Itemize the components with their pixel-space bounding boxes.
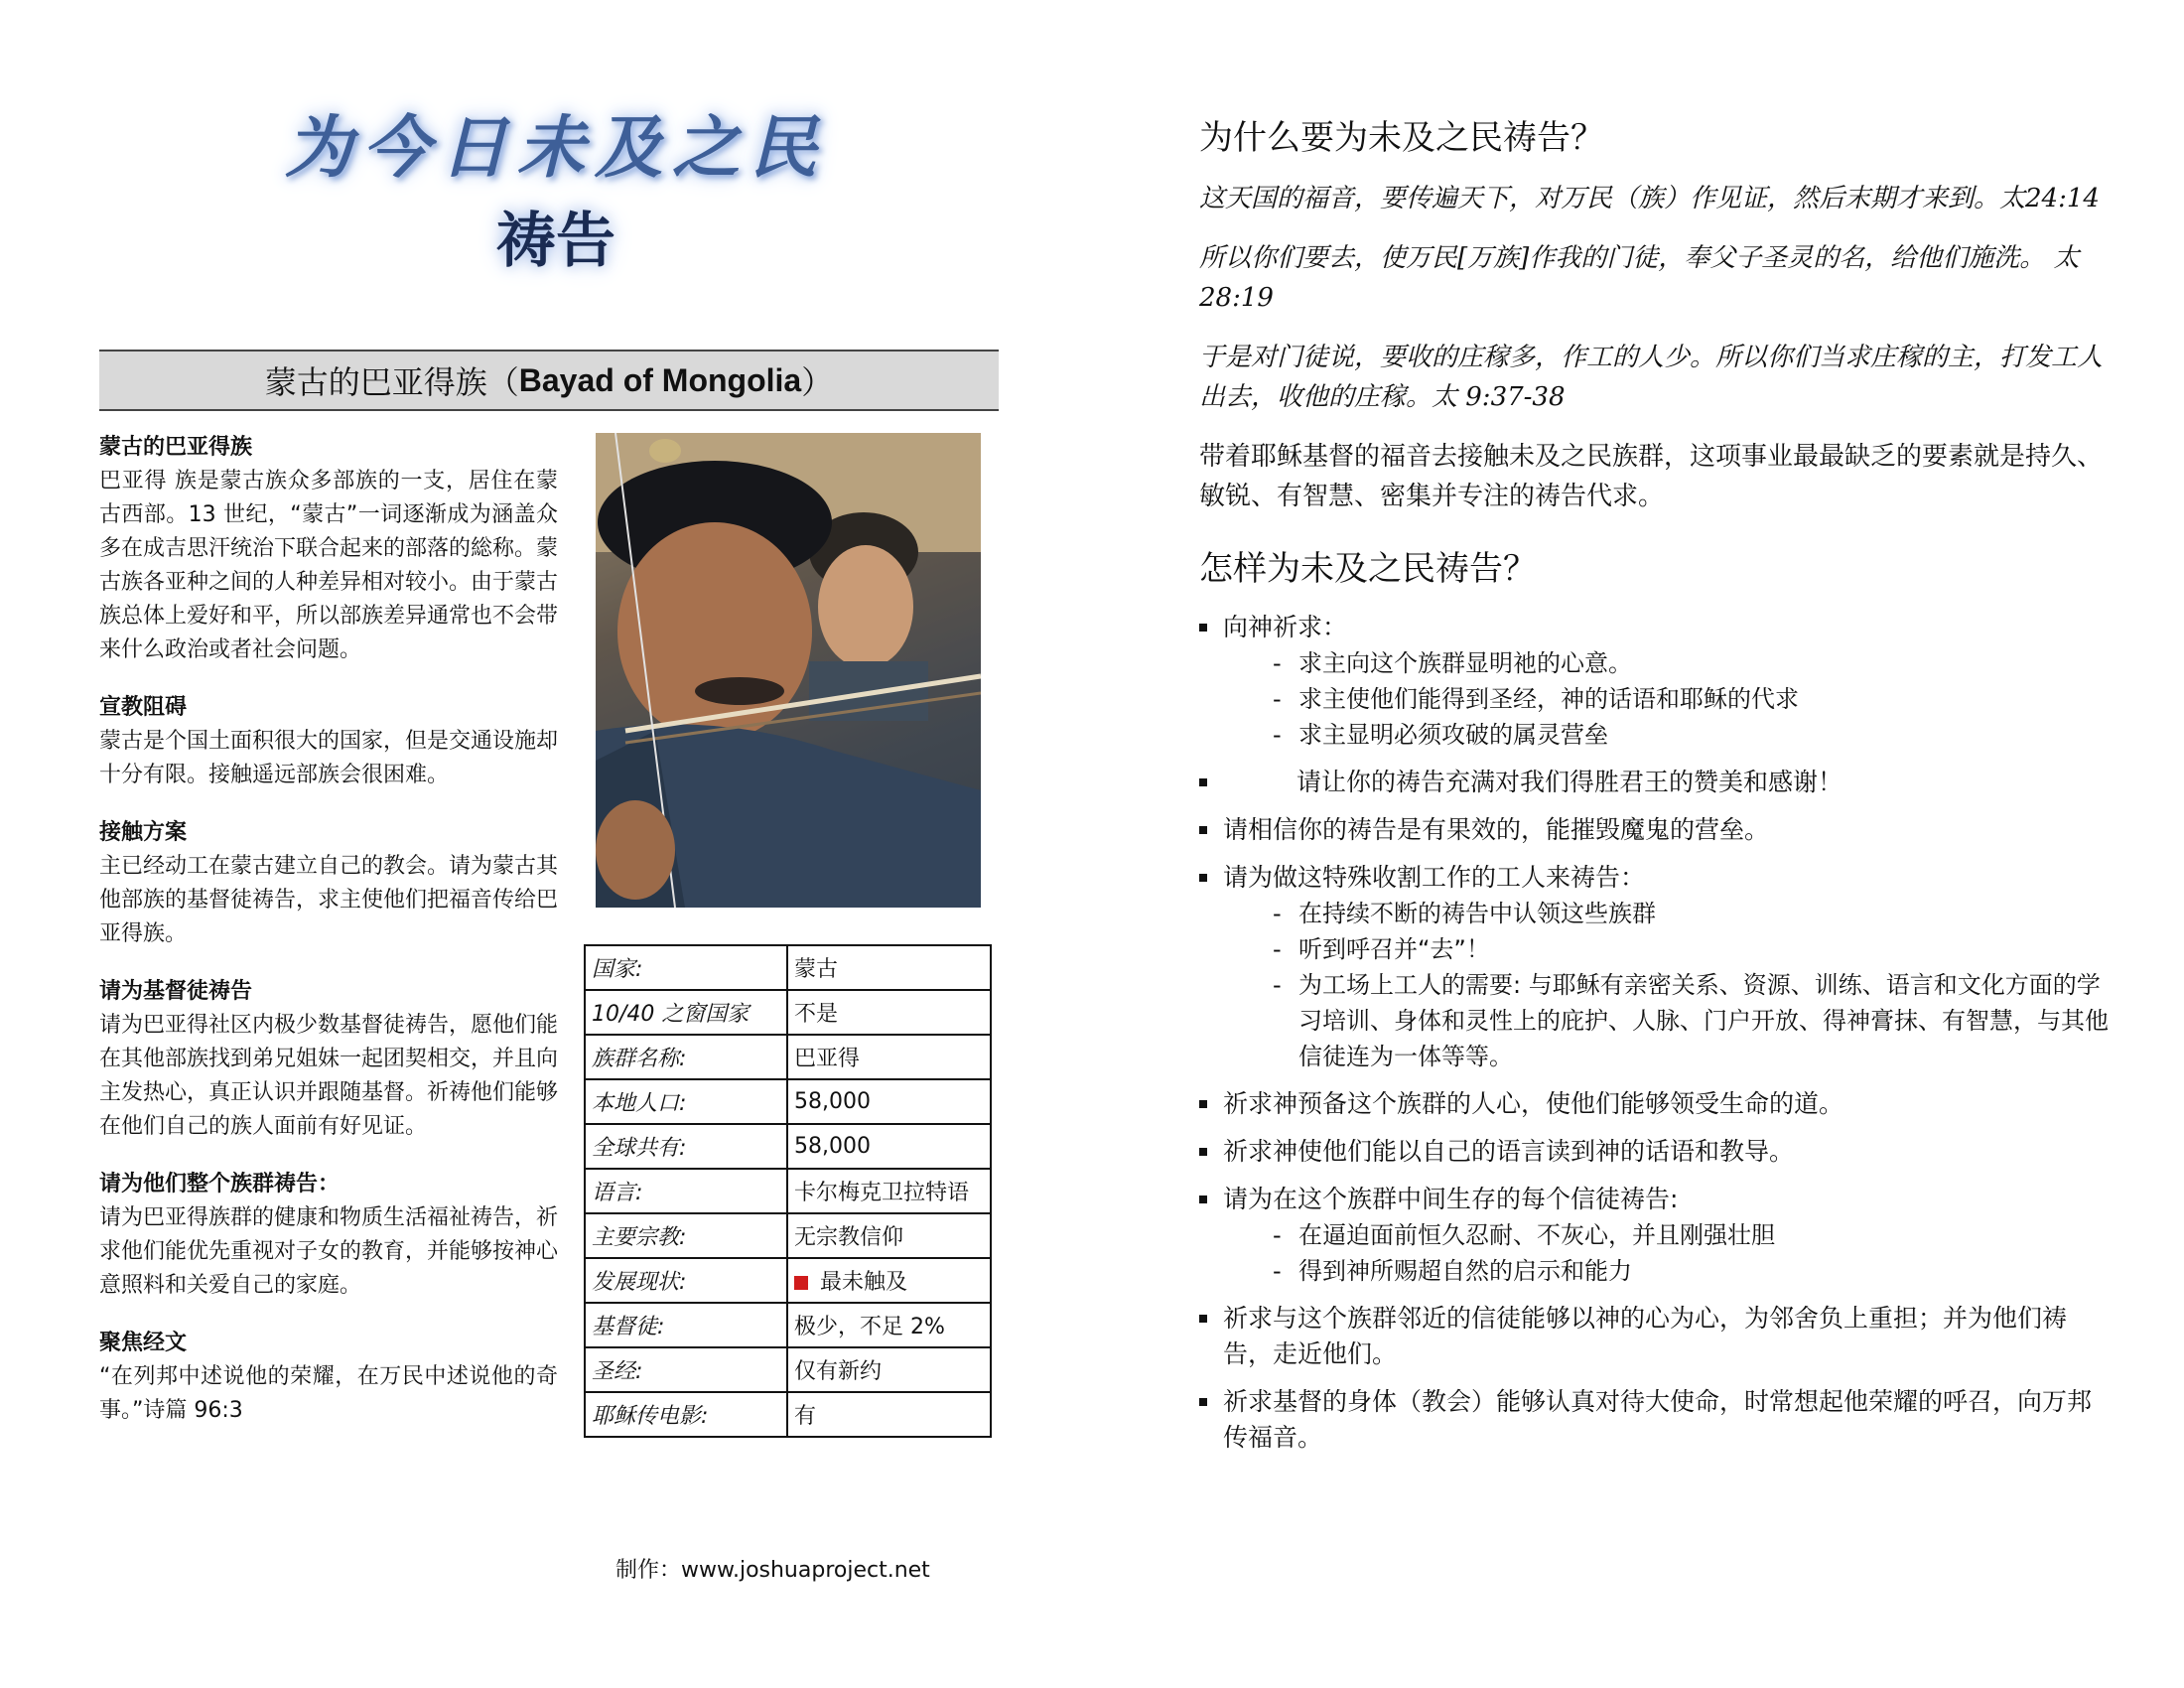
table-row: [585, 990, 991, 1035]
row-value: 巴亚得: [787, 1035, 991, 1079]
prayer-subitem: - 求主显明必须攻破的属灵营垒: [1273, 717, 2109, 753]
row-value: 不是: [787, 990, 991, 1035]
prayer-item: [1199, 812, 2109, 848]
verse-matthew-9: 于是对门徒说，要收的庄稼多，作工的人少。所以你们当求庄稼的主，打发工人出去，收他的庄稼。太 9:37-38: [1199, 343, 2104, 412]
prayer-sublist: [1223, 896, 2109, 1074]
table-row: [585, 1258, 991, 1303]
prayer-item: [1199, 1134, 2109, 1170]
prayer-item-text: 请相信你的祷告是有果效的，能摧毁魔鬼的营垒。: [1223, 815, 1770, 844]
section-outreach: [99, 816, 558, 951]
prayer-item-text: 祈求神使他们能以自己的语言读到神的话语和教导。: [1223, 1137, 1795, 1166]
row-label: 基督徒:: [585, 1303, 787, 1347]
table-row: [585, 1169, 991, 1213]
prayer-subitem: - 听到呼召并“去”！: [1273, 931, 2109, 967]
prayer-item-text: 请为做这特殊收割工作的工人来祷告：: [1223, 863, 1646, 892]
table-row: [585, 1392, 991, 1437]
prayer-subitem: - 求主向这个族群显明祂的心意。: [1273, 645, 2109, 681]
table-row: [585, 1035, 991, 1079]
prayer-list: [1199, 610, 2109, 1456]
banner-subtitle: 祷告: [496, 207, 615, 276]
prayer-item: [1199, 610, 2109, 753]
section-heading: 请为基督徒祷告: [99, 979, 253, 1004]
row-value: 卡尔梅克卫拉特语: [787, 1169, 991, 1213]
table-row: [585, 1303, 991, 1347]
prayer-sublist: [1223, 645, 2109, 753]
people-info-table: [584, 944, 992, 1438]
row-label: 圣经:: [585, 1347, 787, 1392]
title-chinese: 蒙古的巴亚得族（: [264, 364, 519, 400]
table-row: [585, 1079, 991, 1124]
verse-matthew-28: 所以你们要去，使万民[万族]作我的门徒，奉父子圣灵的名，给他们施洗。 太 28:19: [1199, 243, 2080, 313]
section-body: 请为巴亚得社区内极少数基督徒祷告，愿他们能在其他部族找到弟兄姐妹一起团契相交，并且向主发热心，真正认识并跟随基督。祈祷他们能够在他们自己的族人面前有好见证。: [99, 1013, 559, 1139]
prayer-item-text: 向神祈求：: [1223, 613, 1348, 641]
table-row: [585, 1347, 991, 1392]
row-label: 国家:: [585, 945, 787, 990]
section-heading: 接触方案: [99, 820, 188, 845]
prayer-item: [1199, 1301, 2109, 1372]
archer-illustration: [596, 433, 981, 908]
archer-photo: [596, 433, 981, 908]
prayer-subitem: - 得到神所赐超自然的启示和能力: [1273, 1253, 2109, 1289]
table-row: [585, 945, 991, 990]
banner: [228, 94, 884, 283]
footer-credit: 制作：www.joshuaproject.net: [615, 1558, 930, 1583]
title-close: ）: [801, 364, 834, 400]
section-pray-people: [99, 1168, 558, 1303]
table-row: [585, 1213, 991, 1258]
section-body: 请为巴亚得族群的健康和物质生活福祉祷告，祈求他们能优先重视对子女的教育，并能够按神心意照料和关爱自己的家庭。: [99, 1205, 559, 1298]
prayer-item: [1199, 860, 2109, 1074]
row-value: 极少，不足 2%: [787, 1303, 991, 1347]
row-label: 本地人口:: [585, 1079, 787, 1124]
section-pray-christians: [99, 975, 558, 1144]
right-page: [1199, 111, 2109, 1468]
left-text-column: [99, 431, 558, 1452]
row-label: 语言:: [585, 1169, 787, 1213]
status-square-icon: [794, 1276, 808, 1290]
why-heading: 为什么要为未及之民祷告？: [1199, 118, 1604, 158]
section-body: 蒙古是个国土面积很大的国家，但是交通设施却十分有限。接触遥远部族会很困难。: [99, 729, 559, 787]
prayer-sublist: [1223, 1217, 2109, 1289]
row-value: 58,000: [787, 1079, 991, 1124]
row-label: 族群名称:: [585, 1035, 787, 1079]
table-row: [585, 1124, 991, 1169]
status-text: 最未触及: [820, 1270, 908, 1295]
people-group-title: [99, 350, 999, 411]
prayer-subitem: - 在持续不断的祷告中认领这些族群: [1273, 896, 2109, 931]
section-heading: 请为他们整个族群祷告：: [99, 1172, 341, 1196]
prayer-item-text: 请为在这个族群中间生存的每个信徒祷告:: [1223, 1185, 1679, 1213]
prayer-item: [1199, 1182, 2109, 1289]
prayer-item: [1199, 1384, 2109, 1456]
section-body: “在列邦中述说他的荣耀，在万民中述说他的奇事。”诗篇 96:3: [99, 1364, 558, 1423]
section-scripture-focus: [99, 1327, 558, 1428]
prayer-item: [1199, 1086, 2109, 1122]
prayer-item-text: 祈求与这个族群邻近的信徒能够以神的心为心，为邻舍负上重担；并为他们祷告，走近他们。: [1223, 1304, 2068, 1368]
prayer-subitem: - 为工场上工人的需要: 与耶稣有亲密关系、资源、训练、语言和文化方面的学习培训、身体和灵性上的庇护、人脉、门户开放、得神膏抹、有智慧，与其他信徒连为一体等等。: [1273, 967, 2109, 1074]
prayer-subitem: - 求主使他们能得到圣经，神的话语和耶稣的代求: [1273, 681, 2109, 717]
row-label: 全球共有:: [585, 1124, 787, 1169]
row-label: 主要宗教:: [585, 1213, 787, 1258]
banner-title: 为今日未及之民: [284, 108, 827, 188]
section-heading: 宣教阻碍: [99, 695, 188, 720]
section-obstacles: [99, 691, 558, 792]
row-value: 仅有新约: [787, 1347, 991, 1392]
prayer-item-text: 祈求神预备这个族群的人心，使他们能够领受生命的道。: [1223, 1089, 1844, 1118]
row-label: 耶稣传电影:: [585, 1392, 787, 1437]
row-value: 无宗教信仰: [787, 1213, 991, 1258]
section-people: [99, 431, 558, 667]
prayer-item-text: 祈求基督的身体（教会）能够认真对待大使命，时常想起他荣耀的呼召，向万邦传福音。: [1223, 1387, 2093, 1452]
section-body: 巴亚得 族是蒙古族众多部族的一支，居住在蒙古西部。13 世纪，“蒙古”一词逐渐成为涵盖众多在成吉思汗统治下联合起来的部落的総称。蒙古族各亚种之间的人种差异相对较小。由于蒙古族总体上爱好和平，所以部族差异通常也不会带来什么政治或者社会问题。: [99, 469, 559, 662]
section-body: 主已经动工在蒙古建立自己的教会。请为蒙古其他部族的基督徒祷告，求主使他们把福音传给巴亚得族。: [99, 854, 559, 946]
prayer-subitem: - 在逼迫面前恒久忍耐、不灰心，并且刚强壮胆: [1273, 1217, 2109, 1253]
how-heading: 怎样为未及之民祷告？: [1199, 549, 1537, 589]
section-heading: 聚焦经文: [99, 1331, 188, 1355]
verse-matthew-24: 这天国的福音，要传遍天下，对万民（族）作见证，然后末期才来到。太24:14: [1199, 184, 2100, 213]
section-heading: 蒙古的巴亚得族: [99, 435, 253, 460]
row-label: 发展现状:: [585, 1258, 787, 1303]
prayer-item: [1199, 765, 2109, 800]
row-label: 10/40 之窗国家: [585, 990, 787, 1035]
why-text: 带着耶稣基督的福音去接触未及之民族群，这项事业最最缺乏的要素就是持久、敏锐、有智慧、密集并专注的祷告代求。: [1199, 442, 2104, 511]
row-value: 58,000: [787, 1124, 991, 1169]
row-value: 蒙古: [787, 945, 991, 990]
row-value: 有: [787, 1392, 991, 1437]
row-value-status: [787, 1258, 991, 1303]
prayer-item-text: 请让你的祷告充满对我们得胜君王的赞美和感谢！: [1297, 768, 1843, 796]
title-latin: Bayad of Mongolia: [518, 361, 802, 398]
